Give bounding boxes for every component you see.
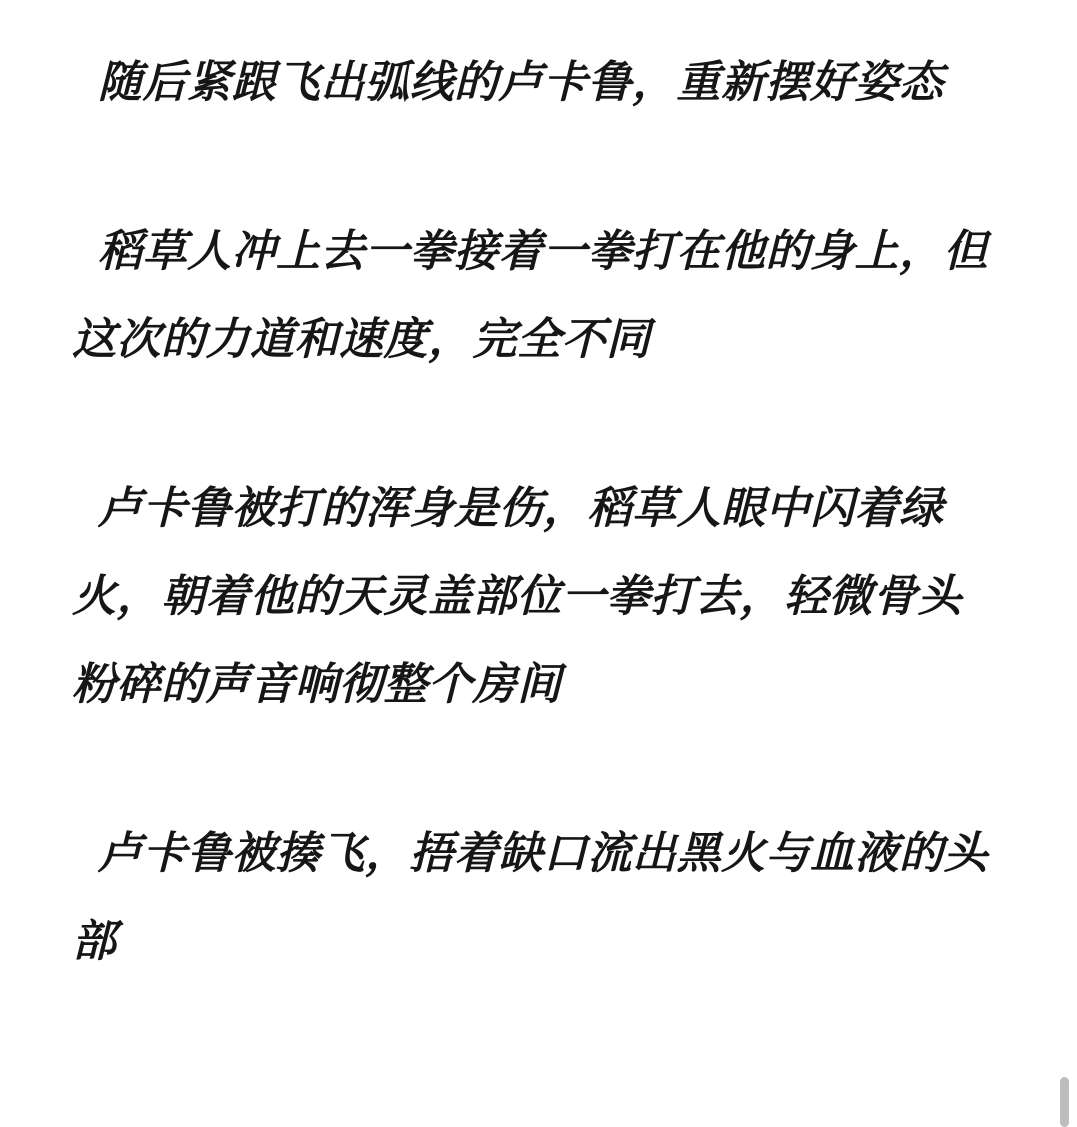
paragraph-3: 卢卡鲁被打的浑身是伤，稻草人眼中闪着绿火，朝着他的天灵盖部位一拳打去，轻微骨头粉碎的声音响彻整个房间 bbox=[72, 483, 962, 710]
article-body bbox=[72, 39, 1002, 986]
paragraph-4: 卢卡鲁被揍飞，捂着缺口流出黑火与血液的头部 bbox=[72, 828, 988, 967]
paragraph-1: 随后紧跟飞出弧线的卢卡鲁，重新摆好姿态 bbox=[98, 57, 944, 108]
paragraph-2: 稻草人冲上去一拳接着一拳打在他的身上，但这次的力道和速度，完全不同 bbox=[72, 226, 988, 365]
scrollbar-thumb[interactable] bbox=[1060, 1077, 1069, 1127]
